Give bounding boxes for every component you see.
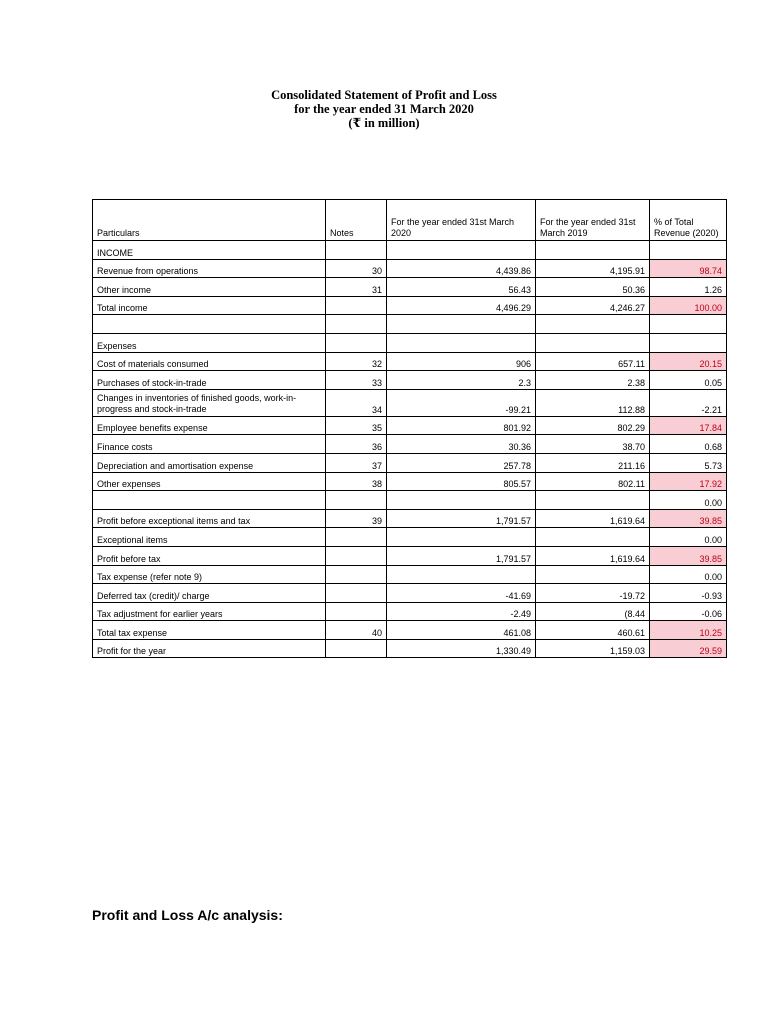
statement-title xyxy=(0,88,768,130)
cell-particulars: Changes in inventories of finished goods, work-in-progress and stock-in-trade xyxy=(93,389,326,416)
cell-particulars: INCOME xyxy=(93,241,326,260)
table-row xyxy=(93,315,727,334)
cell-pct-revenue: 100.00 xyxy=(650,296,727,315)
header-pct-revenue: % of Total Revenue (2020) xyxy=(650,200,727,241)
header-particulars: Particulars xyxy=(93,200,326,241)
cell-notes: 34 xyxy=(326,389,387,416)
cell-fy2019: 2.38 xyxy=(536,371,650,390)
cell-particulars: Deferred tax (credit)/ charge xyxy=(93,584,326,603)
cell-fy2019: 38.70 xyxy=(536,435,650,454)
cell-fy2020: 461.08 xyxy=(387,621,536,640)
table-header-row xyxy=(93,200,727,241)
cell-fy2019: (8.44 xyxy=(536,602,650,621)
cell-fy2019: 460.61 xyxy=(536,621,650,640)
table-row xyxy=(93,278,727,297)
header-fy2019: For the year ended 31st March 2019 xyxy=(536,200,650,241)
cell-fy2019 xyxy=(536,491,650,510)
cell-particulars: Total income xyxy=(93,296,326,315)
cell-notes xyxy=(326,546,387,565)
table-row xyxy=(93,296,727,315)
table-row xyxy=(93,546,727,565)
table-row xyxy=(93,639,727,658)
table-row xyxy=(93,352,727,371)
cell-notes xyxy=(326,491,387,510)
table-row xyxy=(93,584,727,603)
cell-pct-revenue xyxy=(650,315,727,334)
cell-notes: 36 xyxy=(326,435,387,454)
cell-fy2019: 1,619.64 xyxy=(536,509,650,528)
cell-particulars: Profit before exceptional items and tax xyxy=(93,509,326,528)
table-row xyxy=(93,528,727,547)
cell-fy2020: 56.43 xyxy=(387,278,536,297)
cell-pct-revenue: 0.00 xyxy=(650,565,727,584)
cell-pct-revenue: 39.85 xyxy=(650,509,727,528)
cell-fy2019: 802.29 xyxy=(536,416,650,435)
cell-pct-revenue: -2.21 xyxy=(650,389,727,416)
cell-fy2020 xyxy=(387,333,536,352)
cell-fy2020: 1,791.57 xyxy=(387,546,536,565)
cell-notes xyxy=(326,528,387,547)
cell-fy2020: 906 xyxy=(387,352,536,371)
cell-fy2019: -19.72 xyxy=(536,584,650,603)
cell-pct-revenue xyxy=(650,241,727,260)
cell-fy2020: -41.69 xyxy=(387,584,536,603)
cell-notes xyxy=(326,241,387,260)
table-row xyxy=(93,509,727,528)
cell-pct-revenue: -0.93 xyxy=(650,584,727,603)
cell-fy2020: 4,496.29 xyxy=(387,296,536,315)
cell-particulars xyxy=(93,491,326,510)
cell-notes: 39 xyxy=(326,509,387,528)
header-fy2020: For the year ended 31st March 2020 xyxy=(387,200,536,241)
cell-fy2019: 4,246.27 xyxy=(536,296,650,315)
cell-particulars: Total tax expense xyxy=(93,621,326,640)
table-row xyxy=(93,371,727,390)
cell-fy2020 xyxy=(387,565,536,584)
table-row xyxy=(93,435,727,454)
table-row xyxy=(93,491,727,510)
cell-notes: 37 xyxy=(326,453,387,472)
cell-fy2019 xyxy=(536,241,650,260)
cell-particulars: Cost of materials consumed xyxy=(93,352,326,371)
cell-fy2020 xyxy=(387,241,536,260)
cell-pct-revenue: 17.84 xyxy=(650,416,727,435)
cell-fy2020: 1,330.49 xyxy=(387,639,536,658)
cell-pct-revenue: 98.74 xyxy=(650,259,727,278)
table-row xyxy=(93,621,727,640)
cell-fy2020 xyxy=(387,528,536,547)
cell-particulars: Other income xyxy=(93,278,326,297)
cell-particulars: Finance costs xyxy=(93,435,326,454)
cell-fy2019: 657.11 xyxy=(536,352,650,371)
cell-fy2019: 211.16 xyxy=(536,453,650,472)
cell-pct-revenue: 0.68 xyxy=(650,435,727,454)
table-row xyxy=(93,565,727,584)
cell-fy2019: 802.11 xyxy=(536,472,650,491)
cell-particulars: Other expenses xyxy=(93,472,326,491)
cell-notes xyxy=(326,565,387,584)
cell-pct-revenue: 10.25 xyxy=(650,621,727,640)
cell-particulars: Depreciation and amortisation expense xyxy=(93,453,326,472)
cell-fy2019: 112.88 xyxy=(536,389,650,416)
table-row xyxy=(93,389,727,416)
cell-notes xyxy=(326,639,387,658)
cell-notes: 32 xyxy=(326,352,387,371)
title-line-2: for the year ended 31 March 2020 xyxy=(294,102,474,116)
cell-pct-revenue: 0.00 xyxy=(650,491,727,510)
profit-loss-table xyxy=(92,199,727,658)
cell-notes: 31 xyxy=(326,278,387,297)
cell-notes: 30 xyxy=(326,259,387,278)
cell-fy2019 xyxy=(536,528,650,547)
cell-fy2020: 801.92 xyxy=(387,416,536,435)
cell-particulars xyxy=(93,315,326,334)
table-row xyxy=(93,333,727,352)
analysis-heading: Profit and Loss A/c analysis: xyxy=(92,907,283,923)
cell-fy2019 xyxy=(536,565,650,584)
cell-fy2020: -99.21 xyxy=(387,389,536,416)
cell-fy2020: 1,791.57 xyxy=(387,509,536,528)
cell-particulars: Profit for the year xyxy=(93,639,326,658)
cell-pct-revenue xyxy=(650,333,727,352)
cell-fy2020: 4,439.86 xyxy=(387,259,536,278)
cell-particulars: Expenses xyxy=(93,333,326,352)
cell-particulars: Revenue from operations xyxy=(93,259,326,278)
cell-notes xyxy=(326,584,387,603)
cell-fy2019 xyxy=(536,315,650,334)
cell-fy2020: 257.78 xyxy=(387,453,536,472)
cell-particulars: Purchases of stock-in-trade xyxy=(93,371,326,390)
cell-particulars: Exceptional items xyxy=(93,528,326,547)
table-row xyxy=(93,602,727,621)
cell-pct-revenue: 17.92 xyxy=(650,472,727,491)
cell-particulars: Tax expense (refer note 9) xyxy=(93,565,326,584)
cell-particulars: Profit before tax xyxy=(93,546,326,565)
cell-notes: 38 xyxy=(326,472,387,491)
header-notes: Notes xyxy=(326,200,387,241)
cell-notes xyxy=(326,602,387,621)
table-row xyxy=(93,453,727,472)
table-row xyxy=(93,259,727,278)
cell-notes: 33 xyxy=(326,371,387,390)
cell-pct-revenue: 29.59 xyxy=(650,639,727,658)
cell-pct-revenue: 0.00 xyxy=(650,528,727,547)
cell-fy2020: 805.57 xyxy=(387,472,536,491)
cell-particulars: Tax adjustment for earlier years xyxy=(93,602,326,621)
table-row xyxy=(93,241,727,260)
cell-notes xyxy=(326,333,387,352)
cell-fy2019: 1,159.03 xyxy=(536,639,650,658)
cell-fy2020: -2.49 xyxy=(387,602,536,621)
cell-pct-revenue: -0.06 xyxy=(650,602,727,621)
title-line-3: (₹ in million) xyxy=(348,116,420,130)
cell-pct-revenue: 5.73 xyxy=(650,453,727,472)
cell-notes xyxy=(326,315,387,334)
cell-fy2020 xyxy=(387,315,536,334)
cell-pct-revenue: 1.26 xyxy=(650,278,727,297)
cell-fy2019 xyxy=(536,333,650,352)
cell-fy2019: 4,195.91 xyxy=(536,259,650,278)
cell-fy2020 xyxy=(387,491,536,510)
cell-notes: 40 xyxy=(326,621,387,640)
cell-fy2020: 30.36 xyxy=(387,435,536,454)
cell-pct-revenue: 20.15 xyxy=(650,352,727,371)
cell-fy2020: 2.3 xyxy=(387,371,536,390)
cell-pct-revenue: 0.05 xyxy=(650,371,727,390)
cell-fy2019: 1,619.64 xyxy=(536,546,650,565)
cell-notes: 35 xyxy=(326,416,387,435)
table-row xyxy=(93,472,727,491)
table-row xyxy=(93,416,727,435)
title-line-1: Consolidated Statement of Profit and Loss xyxy=(271,88,497,102)
cell-notes xyxy=(326,296,387,315)
cell-particulars: Employee benefits expense xyxy=(93,416,326,435)
cell-pct-revenue: 39.85 xyxy=(650,546,727,565)
cell-fy2019: 50.36 xyxy=(536,278,650,297)
